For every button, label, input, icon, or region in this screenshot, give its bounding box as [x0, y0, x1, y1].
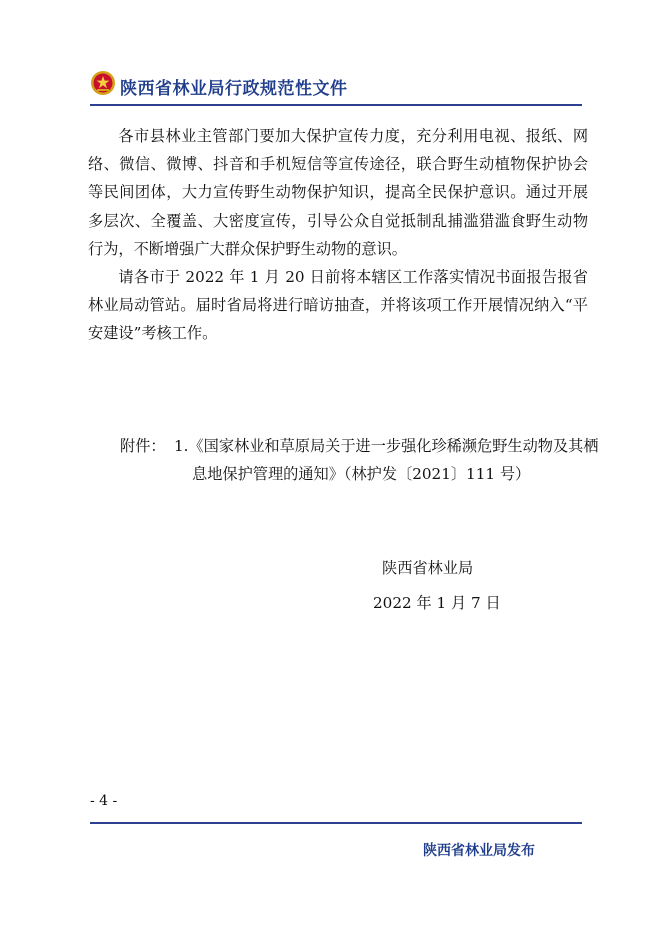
issue-date: 2022 年 1 月 7 日	[373, 594, 501, 612]
document-header	[90, 66, 582, 106]
body-paragraph: 各市县林业主管部门要加大保护宣传力度，充分利用电视、报纸、网络、微信、微博、抖音和手机短信等宣传途径，联合野生动植物保护协会等民间团体，大力宣传野生动物保护知识，提高全民保护意识。通过开展多层次、全覆盖、大密度宣传，引导公众自觉抵制乱捕滥猎滥食野生动物行为，不断增强广大群众保护野生动物的意识。	[88, 127, 588, 258]
attachment-item: 1.《国家林业和草原局关于进一步强化珍稀濒危野生动物及其栖息地保护管理的通知》（林护发〔2021〕111 号）	[174, 437, 599, 484]
document-body	[88, 122, 588, 348]
footer-divider	[90, 822, 582, 824]
footer-publisher: 陕西省林业局发布	[423, 843, 535, 859]
national-emblem-icon	[90, 70, 116, 96]
issuer-signature: 陕西省林业局	[382, 559, 474, 577]
attachment-label: 附件：	[120, 437, 166, 455]
header-title: 陕西省林业局行政规范性文件	[120, 79, 348, 99]
body-paragraph: 请各市于 2022 年 1 月 20 日前将本辖区工作落实情况书面报告报省林业局动管站。届时省局将进行暗访抽查，并将该项工作开展情况纳入“平安建设”考核工作。	[88, 268, 588, 343]
page-number: - 4 -	[90, 793, 118, 809]
header-divider	[90, 104, 582, 106]
